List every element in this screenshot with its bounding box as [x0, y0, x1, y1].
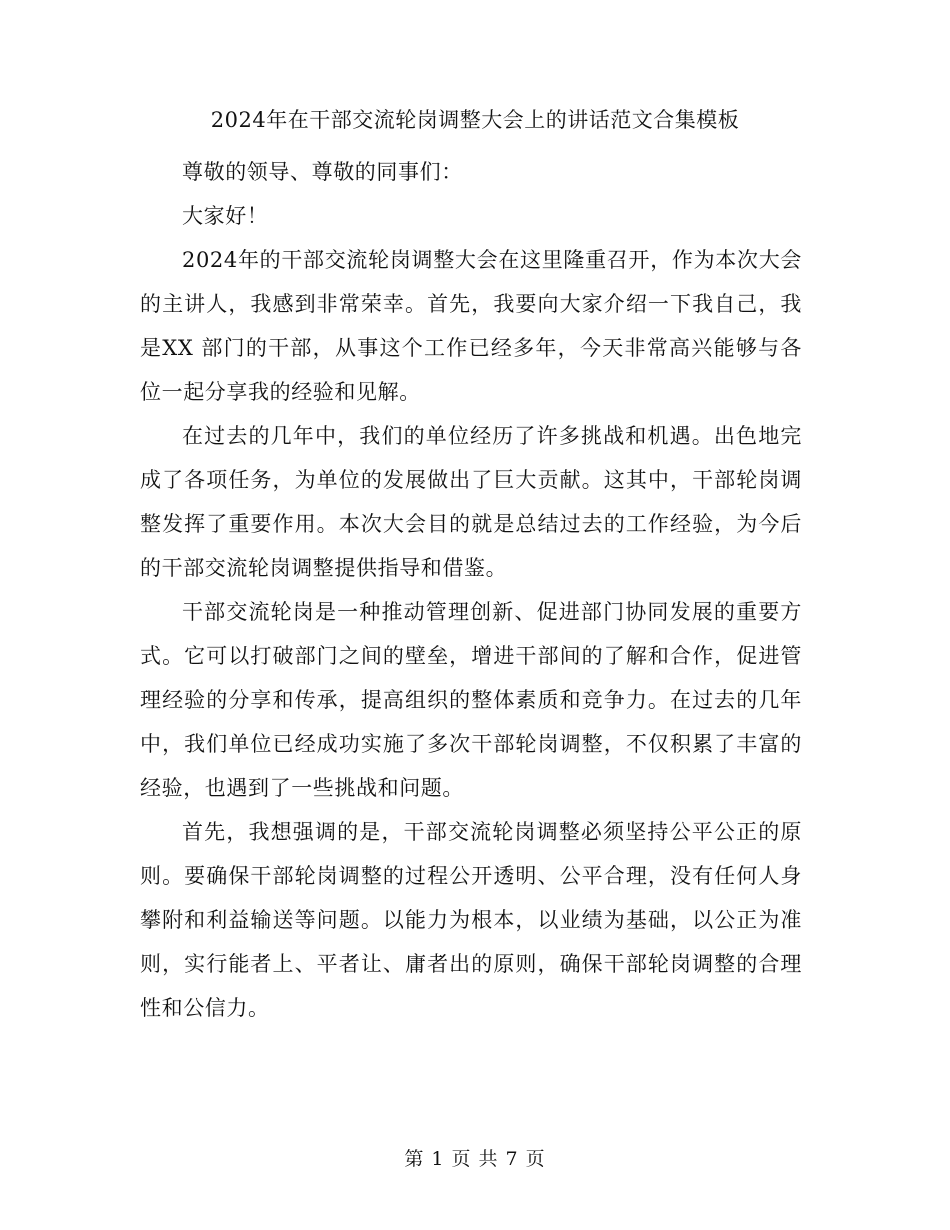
body-paragraph-2: 在过去的几年中，我们的单位经历了许多挑战和机遇。出色地完成了各项任务，为单位的发展做出了巨大贡献。这其中，干部轮岗调整发挥了重要作用。本次大会目的就是总结过去的工作经验，为今后的干部交流轮岗调整提供指导和借鉴。 [140, 424, 802, 580]
body-paragraph-3: 干部交流轮岗是一种推动管理创新、促进部门协同发展的重要方式。它可以打破部门之间的壁垒，增进干部间的了解和合作，促进管理经验的分享和传承，提高组织的整体素质和竞争力。在过去的几年中，我们单位已经成功实施了多次干部轮岗调整，不仅积累了丰富的经验，也遇到了一些挑战和问题。 [140, 600, 802, 800]
page-footer: 第 1 页 共 7 页 [404, 1148, 546, 1170]
document-title: 2024年在干部交流轮岗调整大会上的讲话范文合集模板 [210, 108, 740, 132]
document-body [140, 150, 802, 1030]
body-paragraph-4: 首先，我想强调的是，干部交流轮岗调整必须坚持公平公正的原则。要确保干部轮岗调整的过程公开透明、公平合理，没有任何人身攀附和利益输送等问题。以能力为根本，以业绩为基础，以公正为准则，实行能者上、平者让、庸者出的原则，确保干部轮岗调整的合理性和公信力。 [140, 820, 802, 1020]
salutation-paragraph: 尊敬的领导、尊敬的同事们： [182, 160, 463, 184]
body-paragraph-1: 2024年的干部交流轮岗调整大会在这里隆重召开，作为本次大会的主讲人，我感到非常荣幸。首先，我要向大家介绍一下我自己，我是XX 部门的干部，从事这个工作已经多年，今天非常高兴能够与各位一起分享我的经验和见解。 [140, 248, 802, 404]
greeting-paragraph: 大家好！ [182, 204, 269, 228]
